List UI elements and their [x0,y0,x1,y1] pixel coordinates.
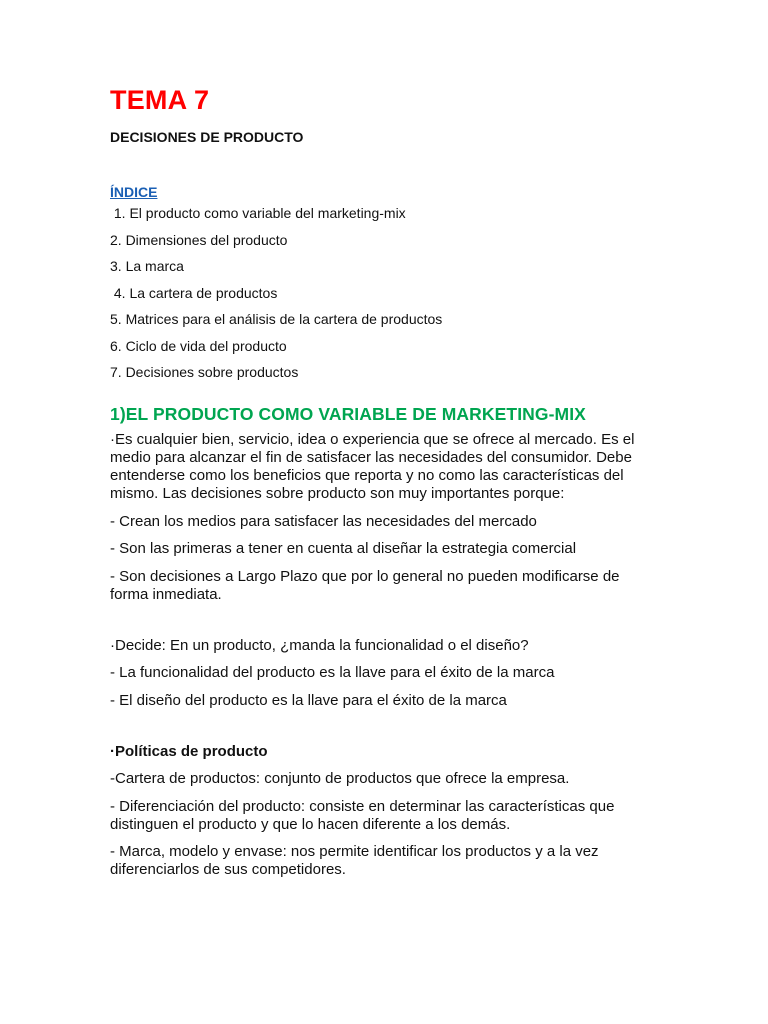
index-list [110,204,650,381]
policy-paragraph: -Cartera de productos: conjunto de productos que ofrece la empresa. [110,770,570,787]
index-item: 2. Dimensiones del producto [110,231,288,248]
decide-question-paragraph: ·Decide: En un producto, ¿manda la funcionalidad o el diseño? [110,636,529,654]
section-intro-paragraph: ·Es cualquier bien, servicio, idea o experiencia que se ofrece al mercado. Es el medio para alcanzar el fin de satisfacer las necesidades del consumidor. Debe entenderse como los beneficios que reporta y no como las características del mismo. Las decisiones sobre producto son muy importantes porque: [110,431,635,502]
policies-heading: ·Políticas de producto [110,742,268,760]
reason-paragraph: - Son decisiones a Largo Plazo que por lo general no pueden modificarse de forma inmediata. [110,567,620,603]
decide-option-paragraph: - La funcionalidad del producto es la llave para el éxito de la marca [110,664,555,681]
document-title: TEMA 7 [110,85,210,115]
index-item: 5. Matrices para el análisis de la cartera de productos [110,311,443,327]
index-item: 4. La cartera de productos [110,284,278,301]
policy-paragraph: - Marca, modelo y envase: nos permite identificar los productos y a la vez diferenciarlos de sus competidores. [110,843,599,878]
index-item: 3. La marca [110,258,184,274]
index-item: 6. Ciclo de vida del producto [110,337,287,354]
reason-paragraph: - Son las primeras a tener en cuenta al diseñar la estrategia comercial [110,540,577,557]
index-item: 7. Decisiones sobre productos [110,364,299,380]
index-heading-link[interactable]: ÍNDICE [110,184,158,200]
document-subtitle: DECISIONES DE PRODUCTO [110,129,304,145]
section-heading: 1)EL PRODUCTO COMO VARIABLE DE MARKETING-MIX [110,404,586,424]
index-item: 1. El producto como variable del marketing-mix [110,205,406,221]
reason-paragraph: - Crean los medios para satisfacer las necesidades del mercado [110,512,537,530]
decide-option-paragraph: - El diseño del producto es la llave para el éxito de la marca [110,691,507,709]
policy-paragraph: - Diferenciación del producto: consiste en determinar las características que distinguen el producto y que lo hacen diferente a los demás. [110,797,615,833]
